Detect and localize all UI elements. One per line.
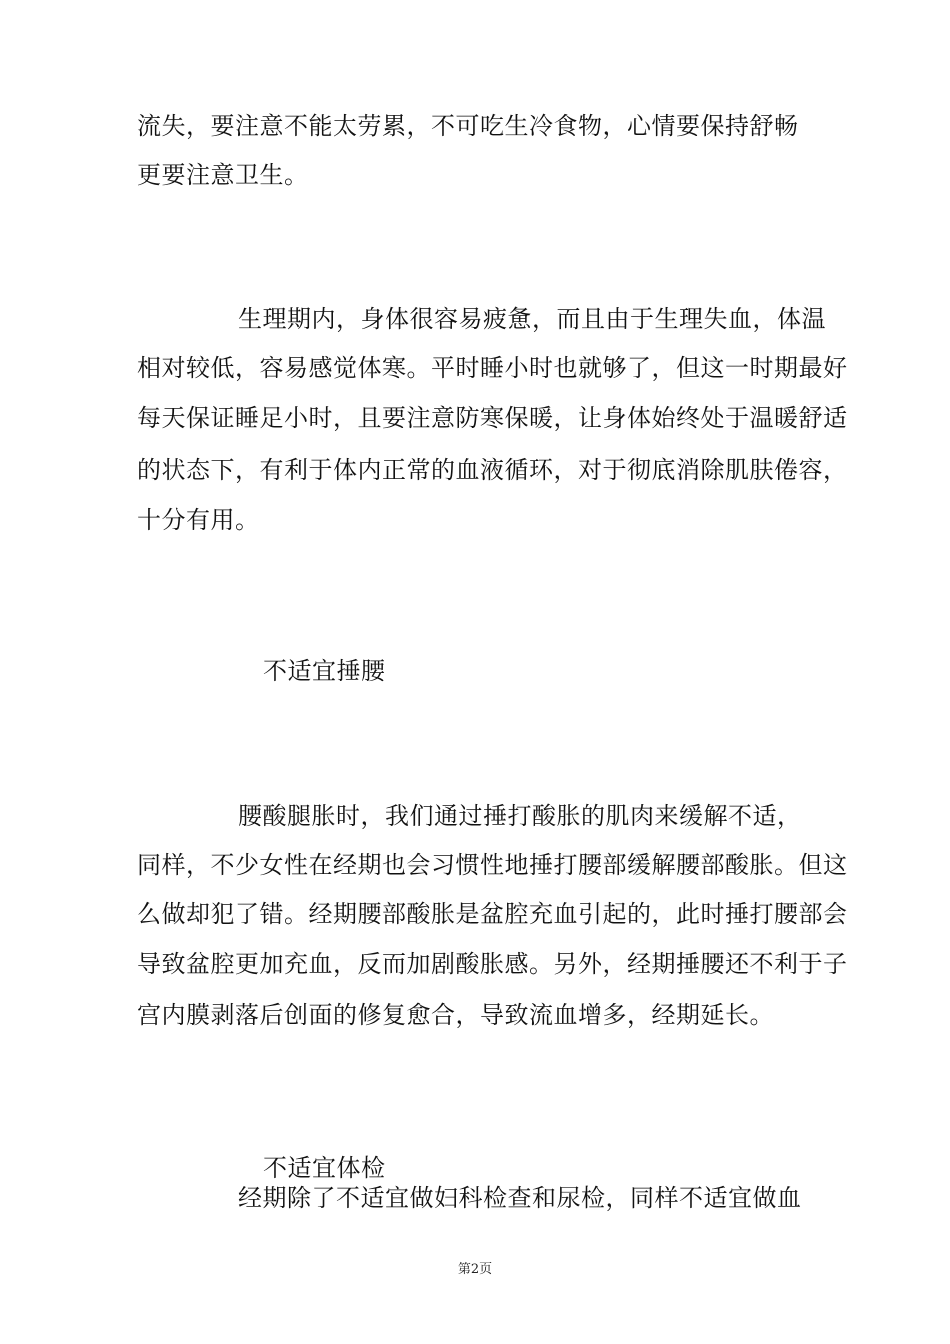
text-line: 同样，不少女性在经期也会习惯性地捶打腰部缓解腰部酸胀。但这 — [137, 851, 848, 879]
text-line: 的状态下，有利于体内正常的血液循环，对于彻底消除肌肤倦容， — [137, 456, 848, 484]
text-line: 生理期内，身体很容易疲惫，而且由于生理失血，体温 — [238, 305, 826, 333]
text-line: 宫内膜剥落后创面的修复愈合，导致流血增多，经期延长。 — [137, 1001, 774, 1029]
text-line: 十分有用。 — [137, 506, 260, 534]
text-line: 更要注意卫生。 — [137, 161, 309, 189]
text-line: 每天保证睡足小时，且要注意防寒保暖，让身体始终处于温暖舒适 — [137, 404, 848, 432]
text-line: 腰酸腿胀时，我们通过捶打酸胀的肌肉来缓解不适， — [238, 802, 802, 830]
section-heading: 不适宜体检 — [263, 1154, 386, 1182]
section-heading: 不适宜捶腰 — [263, 657, 386, 685]
page-number: 第2页 — [457, 1262, 493, 1277]
text-line: 经期除了不适宜做妇科检查和尿检，同样不适宜做血 — [238, 1184, 802, 1212]
text-line: 么做却犯了错。经期腰部酸胀是盆腔充血引起的，此时捶打腰部会 — [137, 900, 848, 928]
text-line: 流失，要注意不能太劳累，不可吃生冷食物，心情要保持舒畅 — [137, 112, 799, 140]
text-line: 相对较低，容易感觉体寒。平时睡小时也就够了，但这一时期最好 — [137, 354, 848, 382]
text-line: 导致盆腔更加充血，反而加剧酸胀感。另外，经期捶腰还不利于子 — [137, 950, 848, 978]
